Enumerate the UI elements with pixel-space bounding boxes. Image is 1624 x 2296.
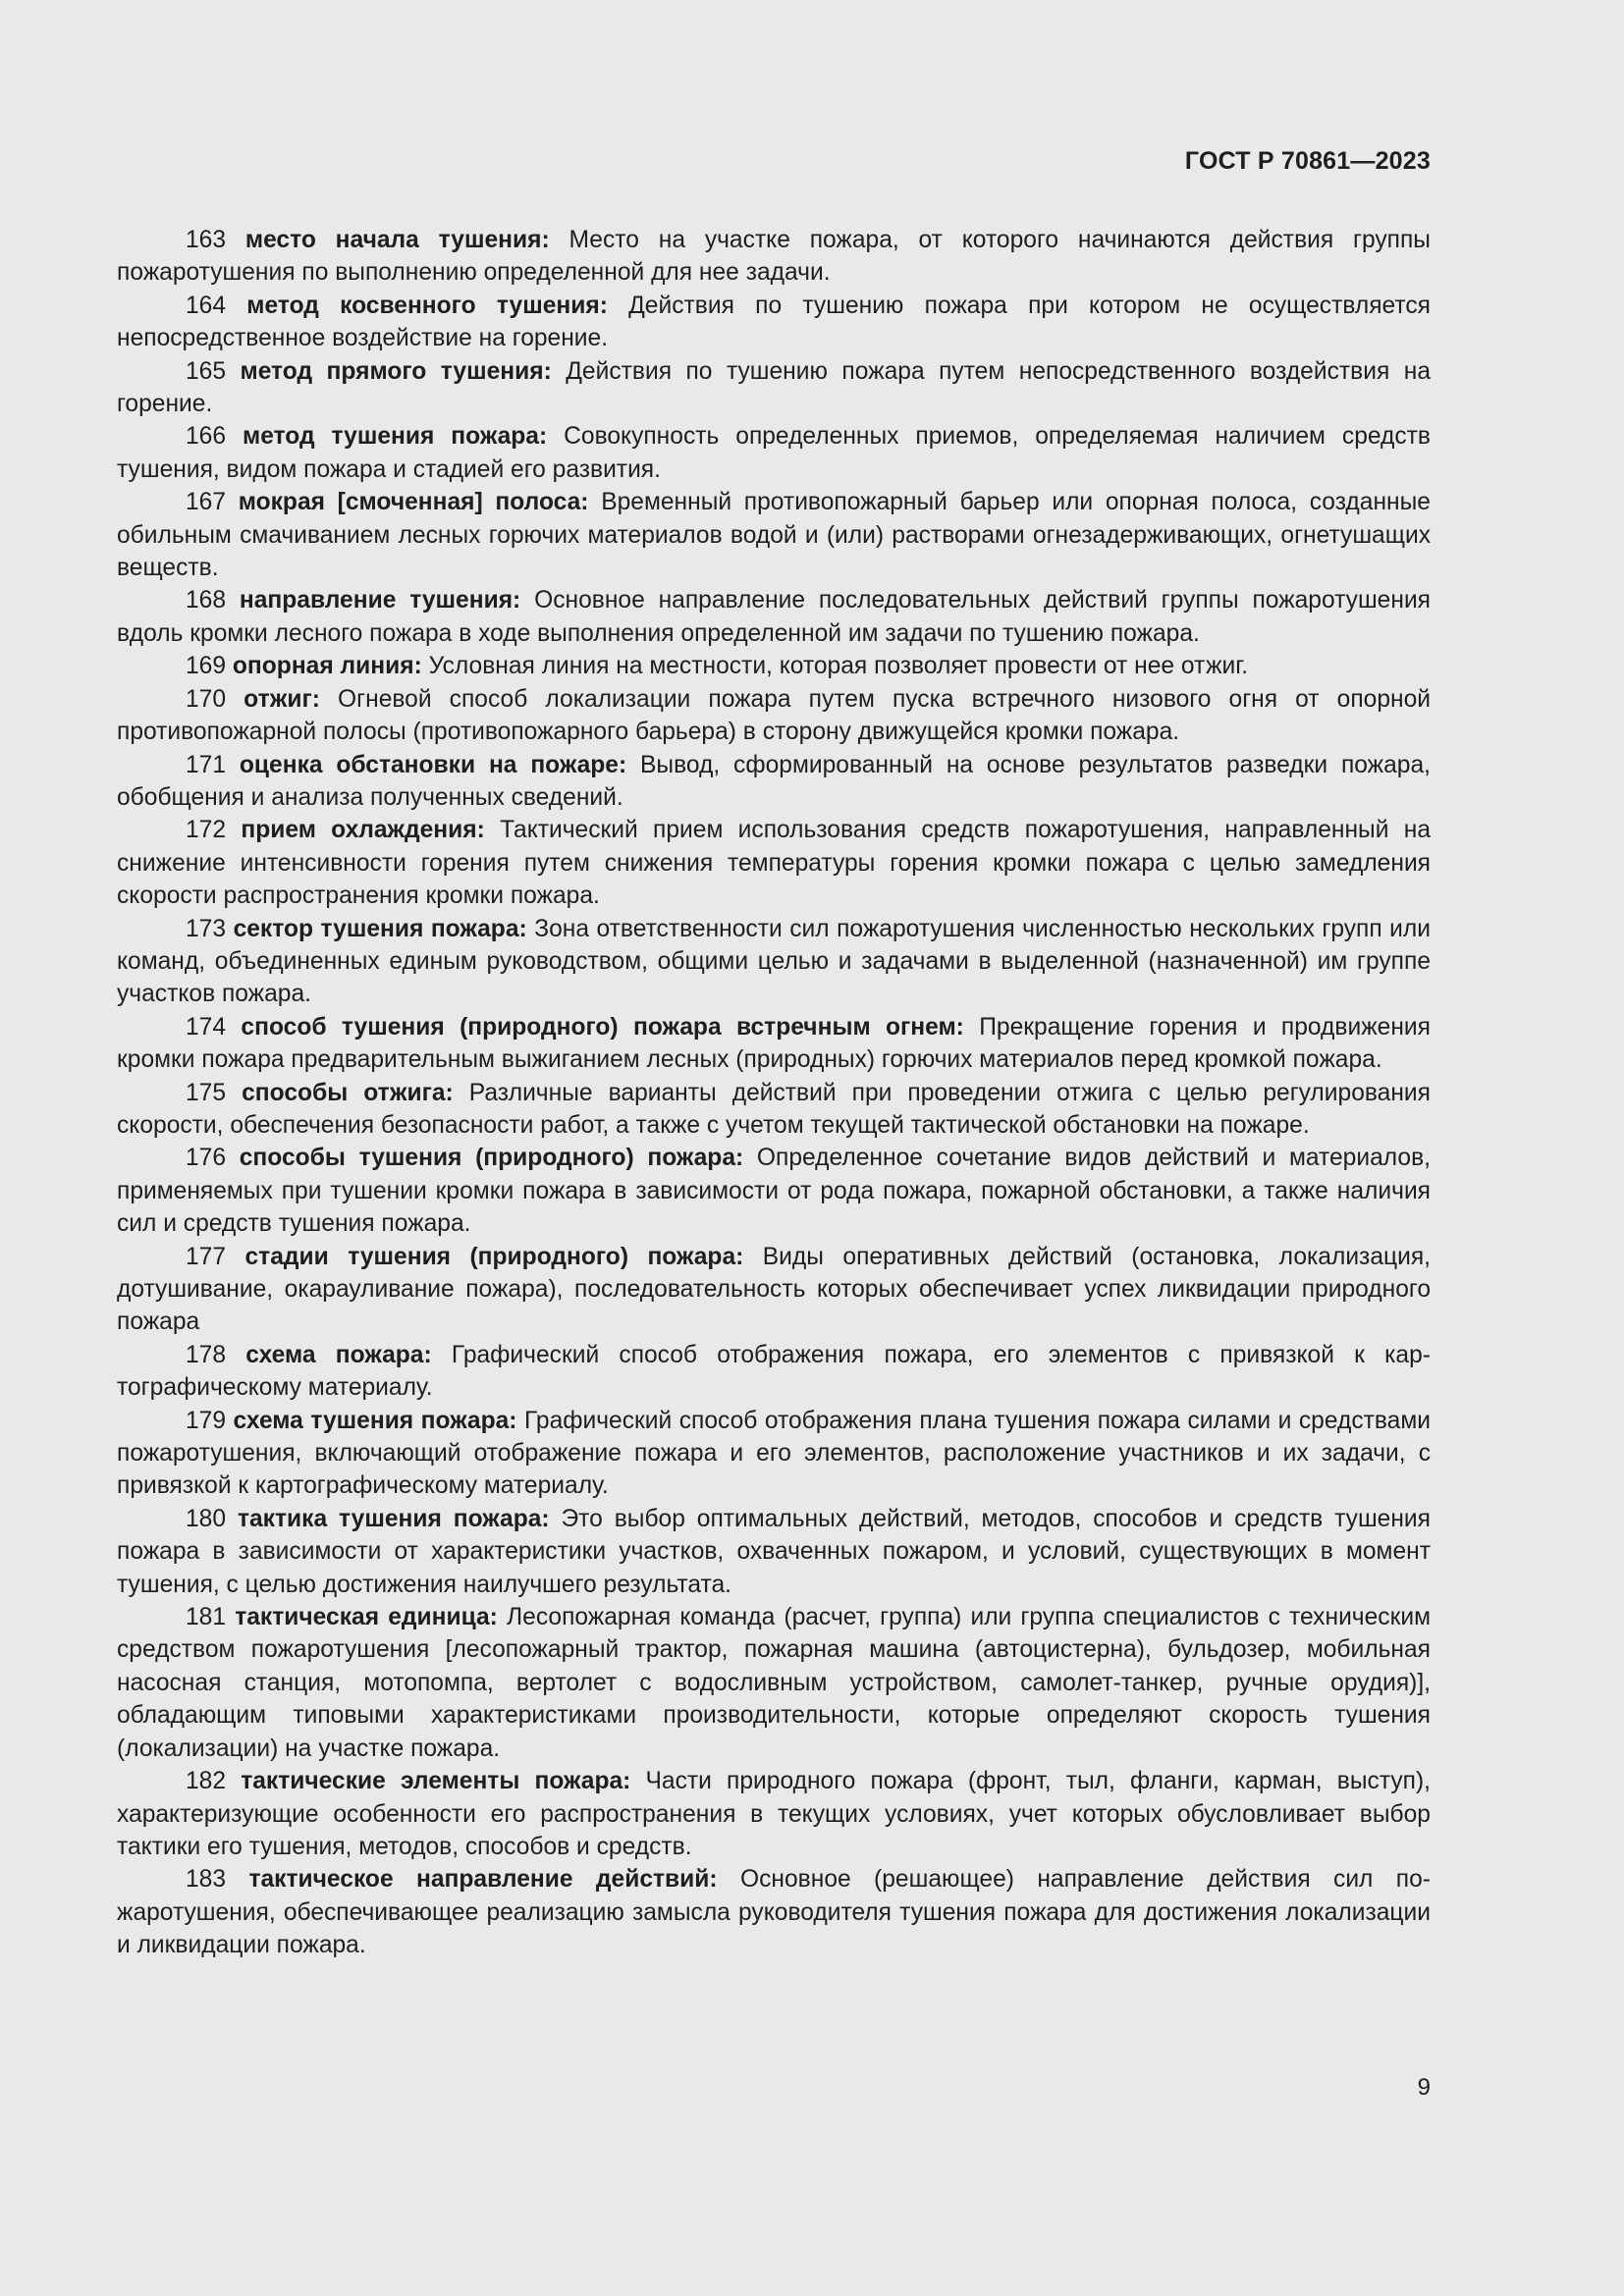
- term-entry: [117, 355, 1431, 421]
- term-name: схема тушения пожара:: [233, 1407, 517, 1434]
- term-name: тактика тушения пожара:: [237, 1505, 550, 1532]
- term-definition: Действия по тушению пожара путем непосредственного воздействия на горение.: [117, 357, 1431, 418]
- term-definition: Временный противопожарный барьер или опорная полоса, созданные обильным смачиванием лесных горючих материалов водой и (или) растворами огнезадерживающих, огнетушащих веществ.: [117, 489, 1431, 582]
- term-entry: [117, 584, 1431, 650]
- entry-number: 179: [186, 1407, 227, 1434]
- entry-number: 167: [186, 489, 227, 516]
- entry-number: 182: [186, 1768, 227, 1795]
- term-entry: [117, 1863, 1431, 1961]
- term-entry: [117, 1011, 1431, 1077]
- term-name: тактические элементы пожара:: [241, 1768, 631, 1795]
- term-name: оценка обстановки на пожаре:: [239, 751, 627, 778]
- term-definition: Определенное сочетание видов действий и материалов, применяемых при тушении кромки пожара в зависимости от рода пожара, пожарной обстановки, а также наличия сил и средств тушения пожара.: [117, 1145, 1431, 1238]
- entry-number: 183: [186, 1866, 227, 1894]
- term-entry: [117, 290, 1431, 355]
- term-name: способы отжига:: [242, 1079, 454, 1106]
- entry-number: 180: [186, 1505, 227, 1532]
- entry-number: 171: [186, 751, 227, 778]
- term-entry: [117, 1077, 1431, 1143]
- term-name: метод косвенного тушения:: [246, 292, 608, 319]
- entry-number: 174: [186, 1013, 227, 1041]
- term-entry: [117, 1765, 1431, 1863]
- term-definition: Виды оперативных действий (остановка, локализация, дотушивание, окарауливание пожара), последовательность которых обеспечивает успех ликвидации природного пожара: [117, 1243, 1431, 1336]
- term-definition: Тактический прием использования средств пожаротушения, направленный на снижение интенсивности горения путем снижения температуры горения кромки пожара с целью замедления скорости распространения кромки пожара.: [117, 817, 1431, 910]
- term-entry: [117, 683, 1431, 749]
- term-name: стадии тушения (природного) пожара:: [244, 1243, 744, 1270]
- term-name: отжиг:: [244, 685, 320, 713]
- entry-number: 177: [186, 1243, 227, 1270]
- entry-number: 176: [186, 1145, 227, 1172]
- term-definition: Зона ответственности сил пожаротушения численностью нескольких групп или команд, объединенных единым руководством, общими целью и задачами в выделенной (назначенной) им группе участков пожара.: [117, 915, 1432, 1008]
- term-definition: Огневой способ локализации пожара путем пуска встречного низового огня от опорной противопожарной полосы (противопожарного барьера) в сторону движущейся кромки пожара.: [117, 685, 1432, 746]
- term-name: место начала тушения:: [244, 227, 550, 253]
- term-definition: Прекращение горения и продвижения кромки пожара предварительным выжиганием лесных (природных) горючих материалов перед кромкой пожара.: [117, 1013, 1431, 1074]
- term-name: опорная линия:: [232, 653, 422, 680]
- term-name: сектор тушения пожара:: [233, 915, 527, 942]
- term-entry: [117, 1405, 1431, 1503]
- entry-number: 165: [186, 357, 227, 385]
- term-definition: Основное (решающее) направление действия сил пожаротушения, обеспечивающее реализацию замысла руководителя тушения пожара для достижения локализации и ликвидации пожара.: [117, 1866, 1431, 1959]
- term-name: направление тушения:: [239, 587, 521, 614]
- entry-number: 164: [186, 292, 227, 319]
- term-entry: [117, 814, 1431, 912]
- term-definition: Части природного пожара (фронт, тыл, фланги, карман, выступ), характеризующие особенности его распространения в текущих условиях, учет которых обусловливает выбор тактики его тушения, методов, способов и средств.: [117, 1768, 1431, 1860]
- term-definition: Совокупность определенных приемов, определяемая наличием средств тушения, видом пожара и стадией его развития.: [117, 423, 1431, 483]
- term-name: способы тушения (природного) пожара:: [239, 1145, 744, 1172]
- term-name: тактическая единица:: [235, 1604, 498, 1631]
- term-entry: [117, 420, 1431, 486]
- entry-number: 175: [186, 1079, 227, 1106]
- term-name: прием охлаждения:: [241, 817, 485, 844]
- term-entry: [117, 1339, 1431, 1405]
- term-name: мокрая [смоченная] полоса:: [238, 489, 589, 516]
- term-entry: [117, 913, 1431, 1011]
- term-entry: [117, 1142, 1431, 1240]
- entry-number: 172: [186, 817, 227, 844]
- term-entry: [117, 1601, 1431, 1765]
- term-name: способ тушения (природного) пожара встречным огнем:: [241, 1013, 964, 1041]
- entry-number: 178: [186, 1341, 227, 1368]
- term-name: метод тушения пожара:: [243, 423, 548, 451]
- term-definition: Графический способ отображения пожара, его элементов с привязкой к картографическому материалу.: [117, 1341, 1431, 1402]
- term-definition: Место на участке пожара, от которого начинаются действия группы пожаротушения по выполнению определенной для нее задачи.: [117, 227, 1431, 287]
- term-entry: [117, 486, 1431, 584]
- entry-number: 181: [186, 1604, 227, 1631]
- term-entry: [117, 224, 1431, 290]
- term-definition: Условная линия на местности, которая позволяет провести от нее отжиг.: [428, 653, 1249, 680]
- term-entry: [117, 749, 1431, 815]
- entry-number: 169: [186, 653, 227, 680]
- entry-number: 170: [186, 685, 227, 713]
- standard-designation: ГОСТ Р 70861—2023: [1184, 147, 1431, 175]
- terms-list: [117, 224, 1431, 1962]
- entry-number: 166: [186, 423, 227, 451]
- term-entry: [117, 1241, 1431, 1339]
- term-definition: Графический способ отображения плана тушения пожара силами и средствами пожаротушения, включающий отображение пожара и его элементов, расположение участников и их задачи, с привязкой к картографическому материалу.: [117, 1407, 1431, 1500]
- entry-number: 168: [186, 587, 227, 614]
- entry-number: 173: [186, 915, 227, 942]
- entry-number: 163: [186, 227, 227, 253]
- term-name: схема пожара:: [245, 1341, 432, 1368]
- term-definition: Действия по тушению пожара при котором не осуществляется непосредственное воздействие на горение.: [117, 292, 1431, 352]
- term-definition: Вывод, сформированный на основе результатов разведки пожара, обобщения и анализа полученных сведений.: [117, 751, 1431, 811]
- term-name: метод прямого тушения:: [240, 357, 552, 385]
- term-definition: Это выбор оптимальных действий, методов, способов и средств тушения пожара в зависимости от характеристики участков, охваченных пожаром, и условий, существующих в момент тушения, с целью достижения наилучшего результата.: [117, 1505, 1431, 1598]
- term-entry: [117, 650, 1431, 682]
- term-name: тактическое направление действий:: [248, 1866, 718, 1894]
- term-definition: Лесопожарная команда (расчет, группа) или группа специалистов с техническим средством пожаротушения [лесопожарный трактор, пожарная машина (автоцистерна), бульдозер, мобильная насосная станция, мотопомпа, вертолет с водосливным устройством, самолет-танкер, ручные орудия)], обладающим типовыми характеристиками производительности, которые определяют скорость тушения (локализации) на участке пожара.: [117, 1604, 1431, 1762]
- term-definition: Различные варианты действий при проведении отжига с целью регулирования скорости, обеспечения безопасности работ, а также с учетом текущей тактической обстановки на пожаре.: [117, 1079, 1431, 1139]
- term-definition: Основное направление последовательных действий группы пожаротушения вдоль кромки лесного пожара в ходе выполнения определенной им задачи по тушению пожара.: [117, 587, 1431, 647]
- page-number: 9: [1417, 2074, 1431, 2101]
- term-entry: [117, 1503, 1431, 1601]
